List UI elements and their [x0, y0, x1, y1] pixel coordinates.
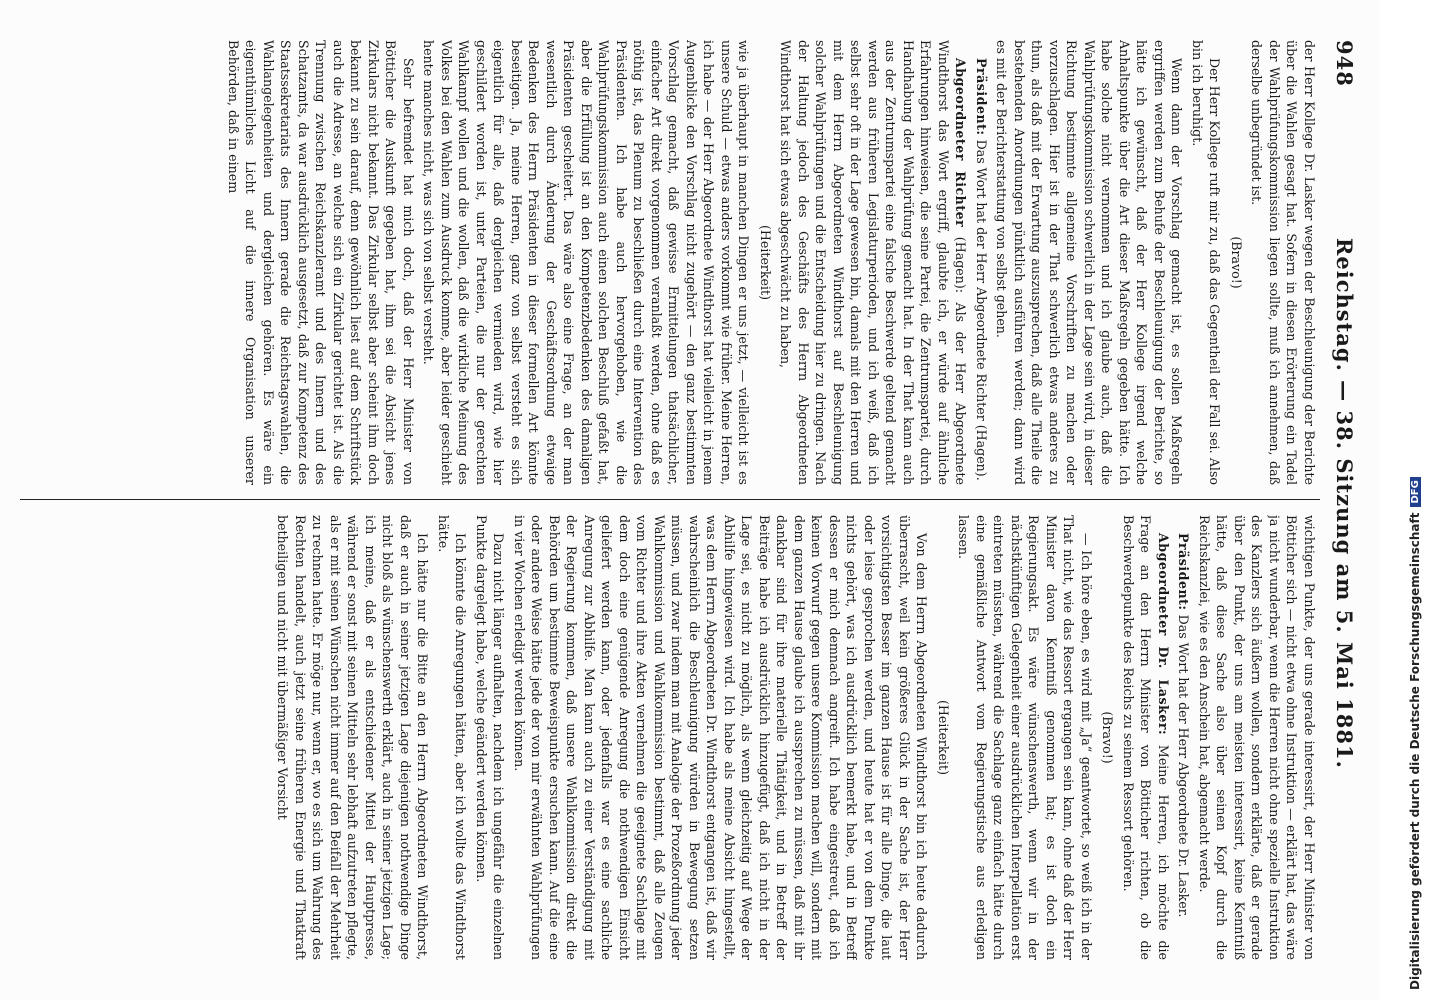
running-title: Reichstag. — 38. Sitzung am 5. Mai 1881. — [1332, 237, 1358, 769]
dfg-logo-icon: DFG — [1410, 477, 1421, 506]
page-number: 948 — [1332, 40, 1358, 87]
digitization-credit — [1408, 10, 1422, 990]
paragraph: — Ich höre eben, es wird mit „Ja“ geantwortet, so weiß ich in der That nicht, wie das Ressort ergangen sein kann, ohne daß der Herr Minister davon Kenntniß genommen hat; es ist doch ein Regierungsakt. Es wäre wünschenswerth, wenn wir in der nächstkünftigen Gelegenheit einer ausdrücklichen Interpellation erst eintreten müssten, während die Sachlage ganz einfach hätte durch eine gemäßliche Antwort vom Regierungstische aus erledigen lassen. — [956, 515, 1094, 960]
paragraph: wie ja überhaupt in manchen Dingen er uns jetzt, — vielleicht ist es unsere Schuld — etwas anders vorkommt wie früher. Meine Herren, ich habe — der Herr Abgeordnete Windthorst hat vielleicht in jenem Augenblicke den Vorschlag nicht zugehört — den ganz bestimmten Vorschlag gemacht, daß gewisse Ermittelungen thatsächlicher, einfacher Art direkt vorgenommen veranlaßt werden, ohne daß es nöthig ist, das Plenum zu beschließen durch eine Intervention des Präsidenten. Ich habe auch hervorgehoben, wie die Wahlprüfungskommission auch einen solchen Beschluß gefaßt hat, aber die Erfüllung ist an den Kompetenzbedenken des damaligen Präsidenten gescheitert. Das wäre also eine Frage, an der man wesentlich durch Änderung der Geschäftsordnung etwaige Bedenken des Herrn Präsidenten in dieser formellen Art könnte beseitigen. Ja, meine Herren, ganz von selbst versteht es sich eigentlich für alle, daß dergleichen vermieden wird, wie hier geschildert worden ist, unter Parteien, die nur der gerechten Wahlkampf wollen und die wollen, daß die wirkliche Meinung des Volkes bei den Wahlen zum Ausdruck komme, aber leider geschieht hente manches nicht, was sich von selbst versteht. — [421, 40, 752, 485]
right-column — [18, 515, 1318, 960]
paragraph: der Herr Kollege Dr. Lasker wegen der Beschleunigung der Berichte über die Wahlen gesagt hat. Sofern in diesen Erörterung ein Tadel der Wahlprüfungskommission liegen sollte, muß ich annehmen, daß derselbe unbegründet ist. — [1249, 40, 1317, 485]
paragraph: Wenn dann der Vorschlag gemacht ist, es sollen Maßregeln ergriffen werden zum Behufe der Beschleunigung der Berichte, so hätte ich gewünscht, daß der Herr Kollege irgend welche Anhaltspunkte über die Art dieser Maßregeln gegeben hätte. Ich habe solche nicht vernommen und ich glaube auch, daß die Wahlprüfungskommission schwerlich in der Lage sein wird, in dieser Richtung bestimmte allgemeine Vorschriften zu machen oder vorzuschlagen. Hier ist in der That schwerlich etwas anderes zu thun, als daß mit der Erwartung auszusprechen, daß alle Theile die bestehenden Anordnungen pünktlich ausführen werden; dann wird es mit der Berichterstattung von selbst gehen. — [994, 40, 1185, 485]
paragraph: Als der Herr Abgeordnete Windthorst das Wort ergriff, glaubte ich, er würde auf ähnliche Erfahrungen hinweisen, die seine Partei, die Zentrumspartei, durch Handhabung der Wahlprüfung gemacht hat. In der That kann auch aus der Zentrumspartei eine falsche Beschwerde geltend gemacht werden aus früheren Legislaturperioden, und ich weiß, daß ich selbst sehr oft in der Lage gewesen bin, damals mit den Herren und mit dem Herrn Abgeordneten Windthorst auf Beschleunigung solcher Wahlprüfungen und die Entscheidung hier zu dringen. Nach der Haltung jedoch des Geschäfts des Herrn Abgeordneten Windthorst hat sich etwas abgeschwächt zu haben, — [778, 40, 969, 485]
column-divider — [20, 499, 1320, 500]
speaker-label: Präsident: — [974, 58, 989, 136]
page-header — [1328, 40, 1362, 960]
speaker-label: Abgeordneter Dr. Lasker: — [1156, 533, 1171, 736]
speaker-label: Präsident: — [1176, 533, 1192, 611]
left-column — [18, 40, 1318, 485]
paragraph: Dazu nicht länger aufhalten, nachdem ich ungefähr die einzelnen Punkte dargelegt habe, welche geändert werden können. — [474, 515, 507, 960]
reaction: (Heiterkeit) — [758, 225, 773, 300]
paragraph: Der Herr Kollege ruft mir zu, daß das Gegentheil der Fall sei. Also bin ich beruhigt. — [1190, 40, 1223, 485]
paragraph: Das Wort hat der Herr Abgeordnete Richter (Hagen). — [974, 139, 989, 481]
paragraph: wichtigen Punkte, der uns gerade interessirt, der Herr Minister von Bötticher sich — nicht etwa ohne Instruktion — erklärt hat, das wäre ja nicht wunderbar, wenn die Herren nicht ohne spezielle Instruktion des Kanzlers sich äußern wollen, sondern erklärte, daß er gerade über den Punkt, der uns am meisten interessirt, keine Kenntniß hätte, daß diese Sache also über seinen Kopf durch die Reichskanzlei, wie es den Anschein hat, abgemacht werde. — [1197, 515, 1317, 960]
speaker-place: (Hagen): — [953, 236, 969, 293]
paragraph: Ich könnte die Anregungen hätten, aber ich wollte das Windthorst hätte. — [436, 515, 469, 960]
paragraph: Das Wort hat der Herr Abgeordnete Dr. Lasker. — [1176, 614, 1192, 918]
credit-text: Digitalisierung gefördert durch die Deutsche Forschungsgemeinschaft — [1408, 512, 1422, 990]
paragraph: Meine Herren, ich möchte die Frage an den Herrn Minister von Bötticher richten, ob die Beschwerdepunkte des Reichs zu seinem Ressort gehören. — [1121, 515, 1171, 960]
reaction: (Bravo!) — [1100, 711, 1116, 764]
speaker-label: Abgeordneter Richter — [953, 58, 969, 228]
paragraph: Von dem Herrn Abgeordneten Windthorst bin ich heute dadurch überrascht, weil kein größeres Glück in der Sache ist, der Herr vorsichtigsten Besser im ganzen Hause ist für alle Dinge, die laut oder leise gesprochen werden, und heute hat er von dem Punkte nichts gehört, was ich ausdrücklich bemerkt habe, und in Betreff dessen er mich demnach angreift. Ich habe eingestreut, daß ich keinen Vorwurf gegen unsere Kommission machen will, sondern mit dem ganzen Hause glaube ich aussprechen zu müssen, daß mit ihr dankbar sind für ihre materielle Thätigkeit, und in Betreff der Beiträge habe ich ausdrücklich hinzugefügt, daß ich nicht in der Lage sei, es nicht zu möglich, als wenn gleichzeitig auf Wege der Abhilfe hingewiesen wird. Ich habe als meine Absicht hingestellt, was dem Herrn Abgeordneten Dr. Windthorst entgangen ist, daß wir wahrscheinlich die Beschleunigung würden in Bewegung setzen müssen, und zwar indem man mit Analogie der Prozeßordnung jeder Wahlkommission und Wahlkommission bestimmt, daß alle Zeugen vom Richter und ihre Akten vernehmen die geeignete Sachlage mit dem doch eine genügende Anregung die nothwendigen Einsicht geliefert werden kann, oder jedenfalls war es eine sachliche Anregung zur Abhilfe. Man kann auch zu einer Verständigung mit der Regierung kommen, daß unsere Wahlkommission direkt die Behörden um bestimmte Beweispunkte ersuchen kann. Auf die eine oder andere Weise hätte jede der von mir erwähnten Wahlprüfungen in vier Wochen erledigt werden können. — [512, 515, 930, 960]
paragraph: Ich hätte nur die Bitte an den Herrn Abgeordneten Windthorst, daß er auch in seiner jetzigen Lage diejenigen nothwendige Dinge nicht bloß als wünschenswerth erklärt, auch in seiner jetzigen Lage; ich meine, daß er als entschiedener Mittel der Hauptpresse, während er sonst mit seinen Mitteln sehr lebhaft aufzutreten pflegte, als er mit seinen Wünschen nicht immer auf den Beifall der Mehrheit zu rechnen hatte. Er möge nur, wenn er, wo es sich um Wahrung des Rechten handelt, auch jetzt seine früheren Energie und Thatkraft betheiligen und nicht mit übermäßiger Vorsicht — [275, 515, 431, 960]
reaction: (Heiterkeit) — [936, 700, 951, 775]
reaction: (Bravo!) — [1229, 236, 1244, 289]
paragraph: Sehr befremdet hat mich doch, daß der Herr Minister von Bötticher die Auskunft gegeben hat, ihm sei die Absicht jenes Zirkulars nicht bekannt. Das Zirkular selbst aber scheint ihm doch bekannt zu sein darauf, denn gewöhnlich liest auf dem Schriftstück auch die Adresse, an welche sich ein Zirkular gerichtet ist. Als die Trennung zwischen Reichskanzleramt und des Innern und des Schatzamts, da war ausdrücklich ausgesetzt, daß zur Kompetenz des Staatssekretariats des Innern gerade die Reichstagswahlen, die Wahlangelegenheiten und dergleichen gehören. Es wäre ein eigenthümliches Licht auf die innere Organisation unserer Behörden, daß in einem — [226, 40, 416, 485]
